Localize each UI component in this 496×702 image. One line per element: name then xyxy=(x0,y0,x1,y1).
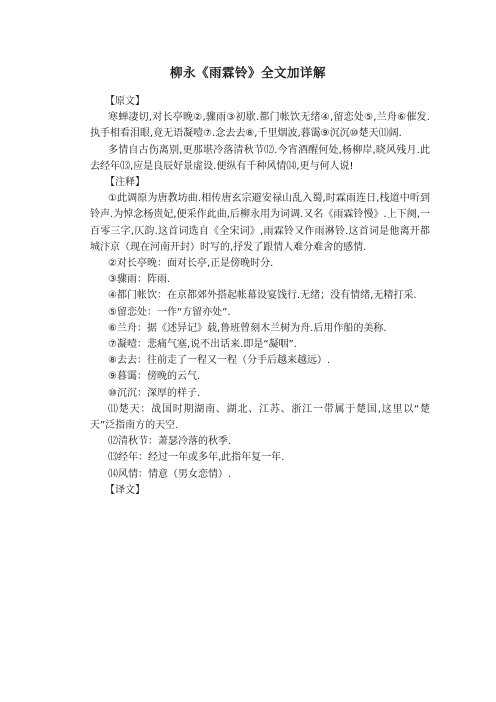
notes-heading: 【注释】 xyxy=(105,177,145,189)
note-item: ⑧去去：往前走了一程又一程（分手后越来越远）. xyxy=(108,355,331,367)
note-item: ⑩沉沉：深厚的样子. xyxy=(108,387,201,399)
note-item: ⑥兰舟：据《述异记》载,鲁班曾刻木兰树为舟.后用作船的美称. xyxy=(108,322,387,334)
original-paragraph-2: 多情自古伤离别,更那堪冷落清秋节⑿.今宵酒醒何处,杨柳岸,晓风残月.此去经年⒀,应是良辰好景虚设.便纵有千种风情⒁,更与何人说! xyxy=(90,144,430,172)
note-item: ⒀经年：经过一年或多年,此指年复一年. xyxy=(108,452,285,464)
document-title: 柳永《雨霖铃》全文加详解 xyxy=(169,65,326,80)
translation-heading: 【译文】 xyxy=(105,484,145,496)
original-paragraph-1: 寒蝉凄切,对长亭晚②,骤雨③初歇.都门帐饮无绪④,留恋处⑤,兰舟⑥催发.执手相看泪眼,竟无语凝噎⑦.念去去⑧,千里烟波,暮霭⑨沉沉⑩楚天⑾阔. xyxy=(90,112,430,140)
note-item: ④都门帐饮：在京都郊外搭起帐幕设宴饯行.无绪；没有情绪,无精打采. xyxy=(108,290,417,302)
note-item: ⑨暮霭：傍晚的云气. xyxy=(108,371,201,383)
note-item: ⑿清秋节：萧瑟冷落的秋季. xyxy=(108,436,232,448)
document-body xyxy=(90,94,430,499)
original-heading: 【原文】 xyxy=(105,96,145,107)
note-item: ③骤雨：阵雨. xyxy=(108,274,171,286)
note-item: ⑤留恋处：一作“方留亦处”. xyxy=(108,306,231,318)
note-item: ①此调原为唐教坊曲.相传唐玄宗避安禄山乱入蜀,时霖雨连日,栈道中听到铃声.为悼念杨贵妃,便采作此曲,后柳永用为词调.又名《雨霖铃慢》.上下阕,一百零三字,仄韵.这首词选自《全宋词》,雨霖铃又作雨淋铃.这首词是他离开都城汴京（现在河南开封）时写的,抒发了跟情人难分难舍的感情. xyxy=(90,193,430,253)
note-item: ⒁风情：情意（男女恋情）. xyxy=(108,468,232,480)
note-item: ⑦凝噎：悲痛气塞,说不出话来.即是“凝咽”. xyxy=(108,339,297,351)
note-item: ②对长亭晚：面对长亭,正是傍晚时分. xyxy=(108,258,274,270)
note-item: ⑾楚天：战国时期湖南、湖北、江苏、浙江一带属于楚国,这里以“楚天”泛指南方的天空. xyxy=(90,403,430,432)
